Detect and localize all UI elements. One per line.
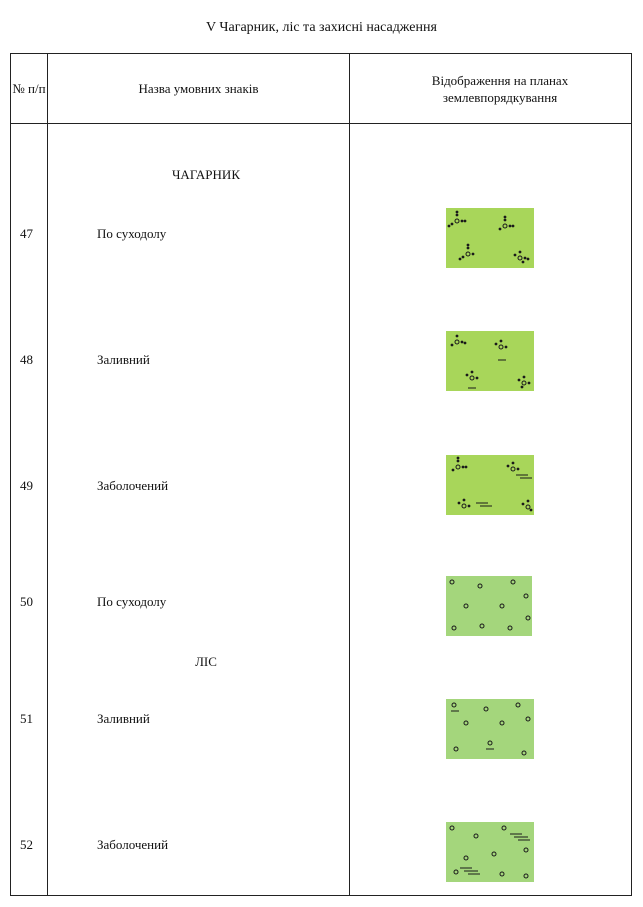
shrub-swampy-swatch (446, 455, 534, 515)
row-number: 48 (20, 352, 33, 367)
legend-table (10, 53, 632, 896)
forest-flooded-swatch (446, 699, 534, 759)
row-number: 52 (20, 837, 33, 852)
section-forest: ЛІС (195, 654, 217, 669)
forest-swampy-swatch (446, 822, 534, 882)
column-divider (47, 54, 48, 895)
section-shrub: ЧАГАРНИК (171, 167, 240, 182)
header-number: № п/п (12, 81, 46, 96)
header-display: Відображення на планах землевпорядкування (431, 72, 569, 105)
header-name: Назва умовних знаків (138, 81, 259, 96)
row-name: Заболочений (97, 837, 169, 852)
row-number: 50 (20, 594, 33, 609)
row-number: 51 (20, 711, 33, 726)
row-name: Заливний (97, 711, 150, 726)
row-name: Заливний (97, 352, 150, 367)
shrub-flooded-swatch (446, 331, 534, 391)
row-name: По суходолу (97, 594, 167, 609)
column-divider (349, 54, 350, 895)
shrub-dry-swatch (446, 208, 534, 268)
header-divider (11, 123, 631, 124)
page-title: V Чагарник, ліс та захисні насадження (206, 20, 437, 35)
row-name: Заболочений (97, 478, 169, 493)
row-number: 47 (20, 226, 33, 241)
forest-dry-swatch (446, 576, 532, 636)
row-number: 49 (20, 478, 33, 493)
row-name: По суходолу (97, 226, 167, 241)
